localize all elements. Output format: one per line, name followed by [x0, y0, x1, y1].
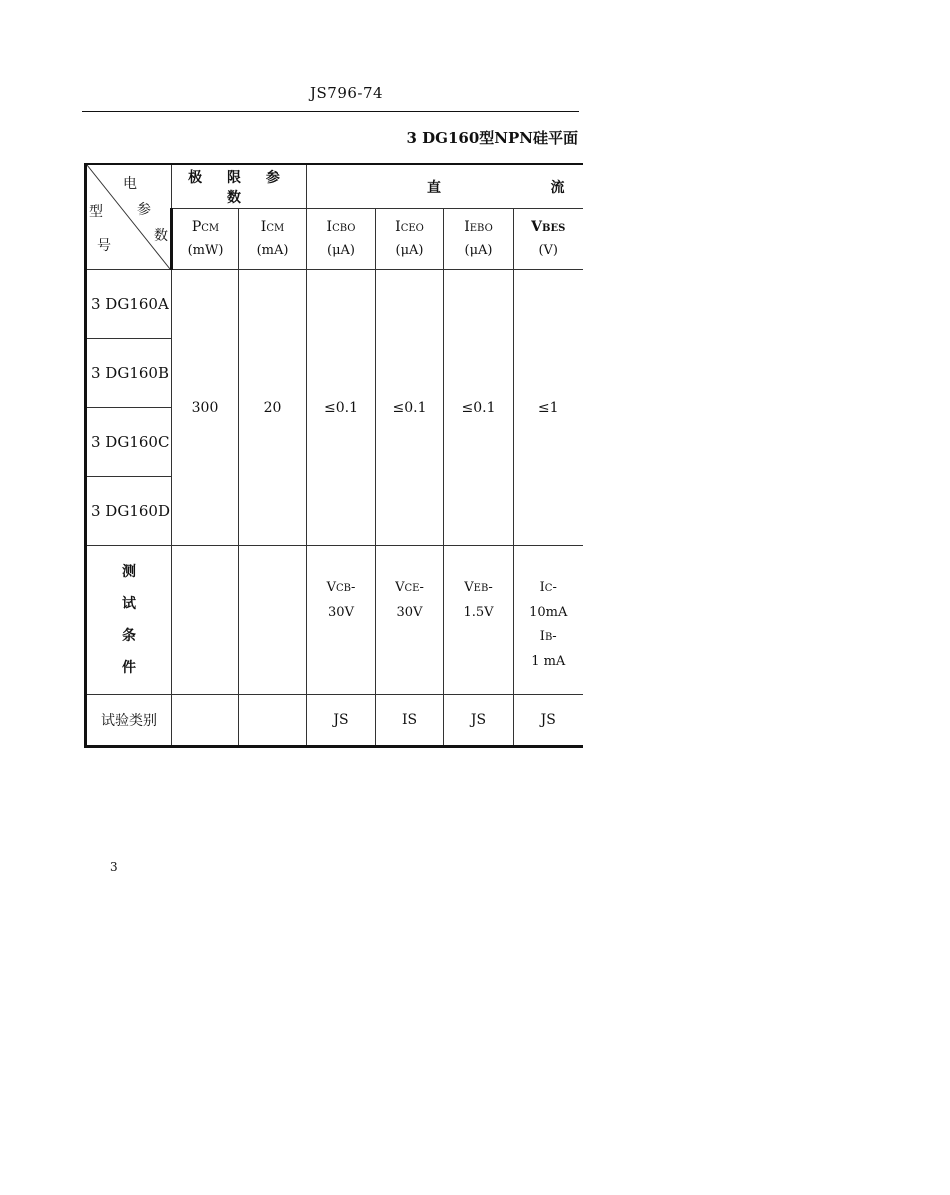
corner-electric: 电 [123, 176, 137, 192]
group-dc-params [307, 164, 583, 209]
spec-table [84, 163, 583, 748]
table-row [86, 270, 583, 339]
category-vbes: JS [514, 695, 583, 747]
model-a: 3 DG160A [86, 270, 172, 339]
cond-icm [239, 546, 307, 695]
col-header-iceo: ICEO (μA) [376, 209, 444, 270]
value-icbo: ≤0.1 [307, 270, 376, 546]
category-pcm [172, 695, 239, 747]
category-icbo: JS [307, 695, 376, 747]
test-cond-label: 测 试 条 件 [86, 546, 172, 695]
cond-icbo: VCB- 30V [307, 546, 376, 695]
group-dc-left: 直 [427, 179, 441, 196]
cond-iebo: VEB- 1.5V [444, 546, 514, 695]
category-label: 试验类别 [86, 695, 172, 747]
page-number: 3 [110, 860, 118, 874]
value-pcm: 300 [172, 270, 239, 546]
corner-param: 参 [137, 202, 151, 218]
category-icm [239, 695, 307, 747]
test-conditions-row [86, 546, 583, 695]
corner-type: 型 [89, 204, 103, 220]
col-header-vbes: VBES (V) [514, 209, 583, 270]
col-header-icm: ICM (mA) [239, 209, 307, 270]
group-limit-params: 极 限 参 数 [172, 164, 307, 209]
model-c: 3 DG160C [86, 408, 172, 477]
value-iceo: ≤0.1 [376, 270, 444, 546]
cond-pcm [172, 546, 239, 695]
group-dc-right: 流 [550, 179, 565, 196]
value-iebo: ≤0.1 [444, 270, 514, 546]
category-iceo: IS [376, 695, 444, 747]
cond-iceo: VCE- 30V [376, 546, 444, 695]
header-rule [82, 111, 579, 112]
corner-num: 数 [154, 228, 168, 244]
category-iebo: JS [444, 695, 514, 747]
value-icm: 20 [239, 270, 307, 546]
col-header-icbo: ICBO (μA) [307, 209, 376, 270]
corner-no: 号 [97, 238, 111, 254]
value-vbes: ≤1 [514, 270, 583, 546]
col-header-iebo: IEBO (μA) [444, 209, 514, 270]
standard-code: JS796-74 [310, 84, 384, 102]
corner-cell [86, 164, 172, 270]
header-group-row [86, 164, 583, 209]
col-header-pcm: PCM (mW) [172, 209, 239, 270]
model-d: 3 DG160D [86, 477, 172, 546]
model-b: 3 DG160B [86, 339, 172, 408]
page-title: 3 DG160型NPN硅平面 [406, 129, 578, 147]
category-row [86, 695, 583, 747]
cond-vbes: IC- 10mA IB- 1 mA [514, 546, 583, 695]
